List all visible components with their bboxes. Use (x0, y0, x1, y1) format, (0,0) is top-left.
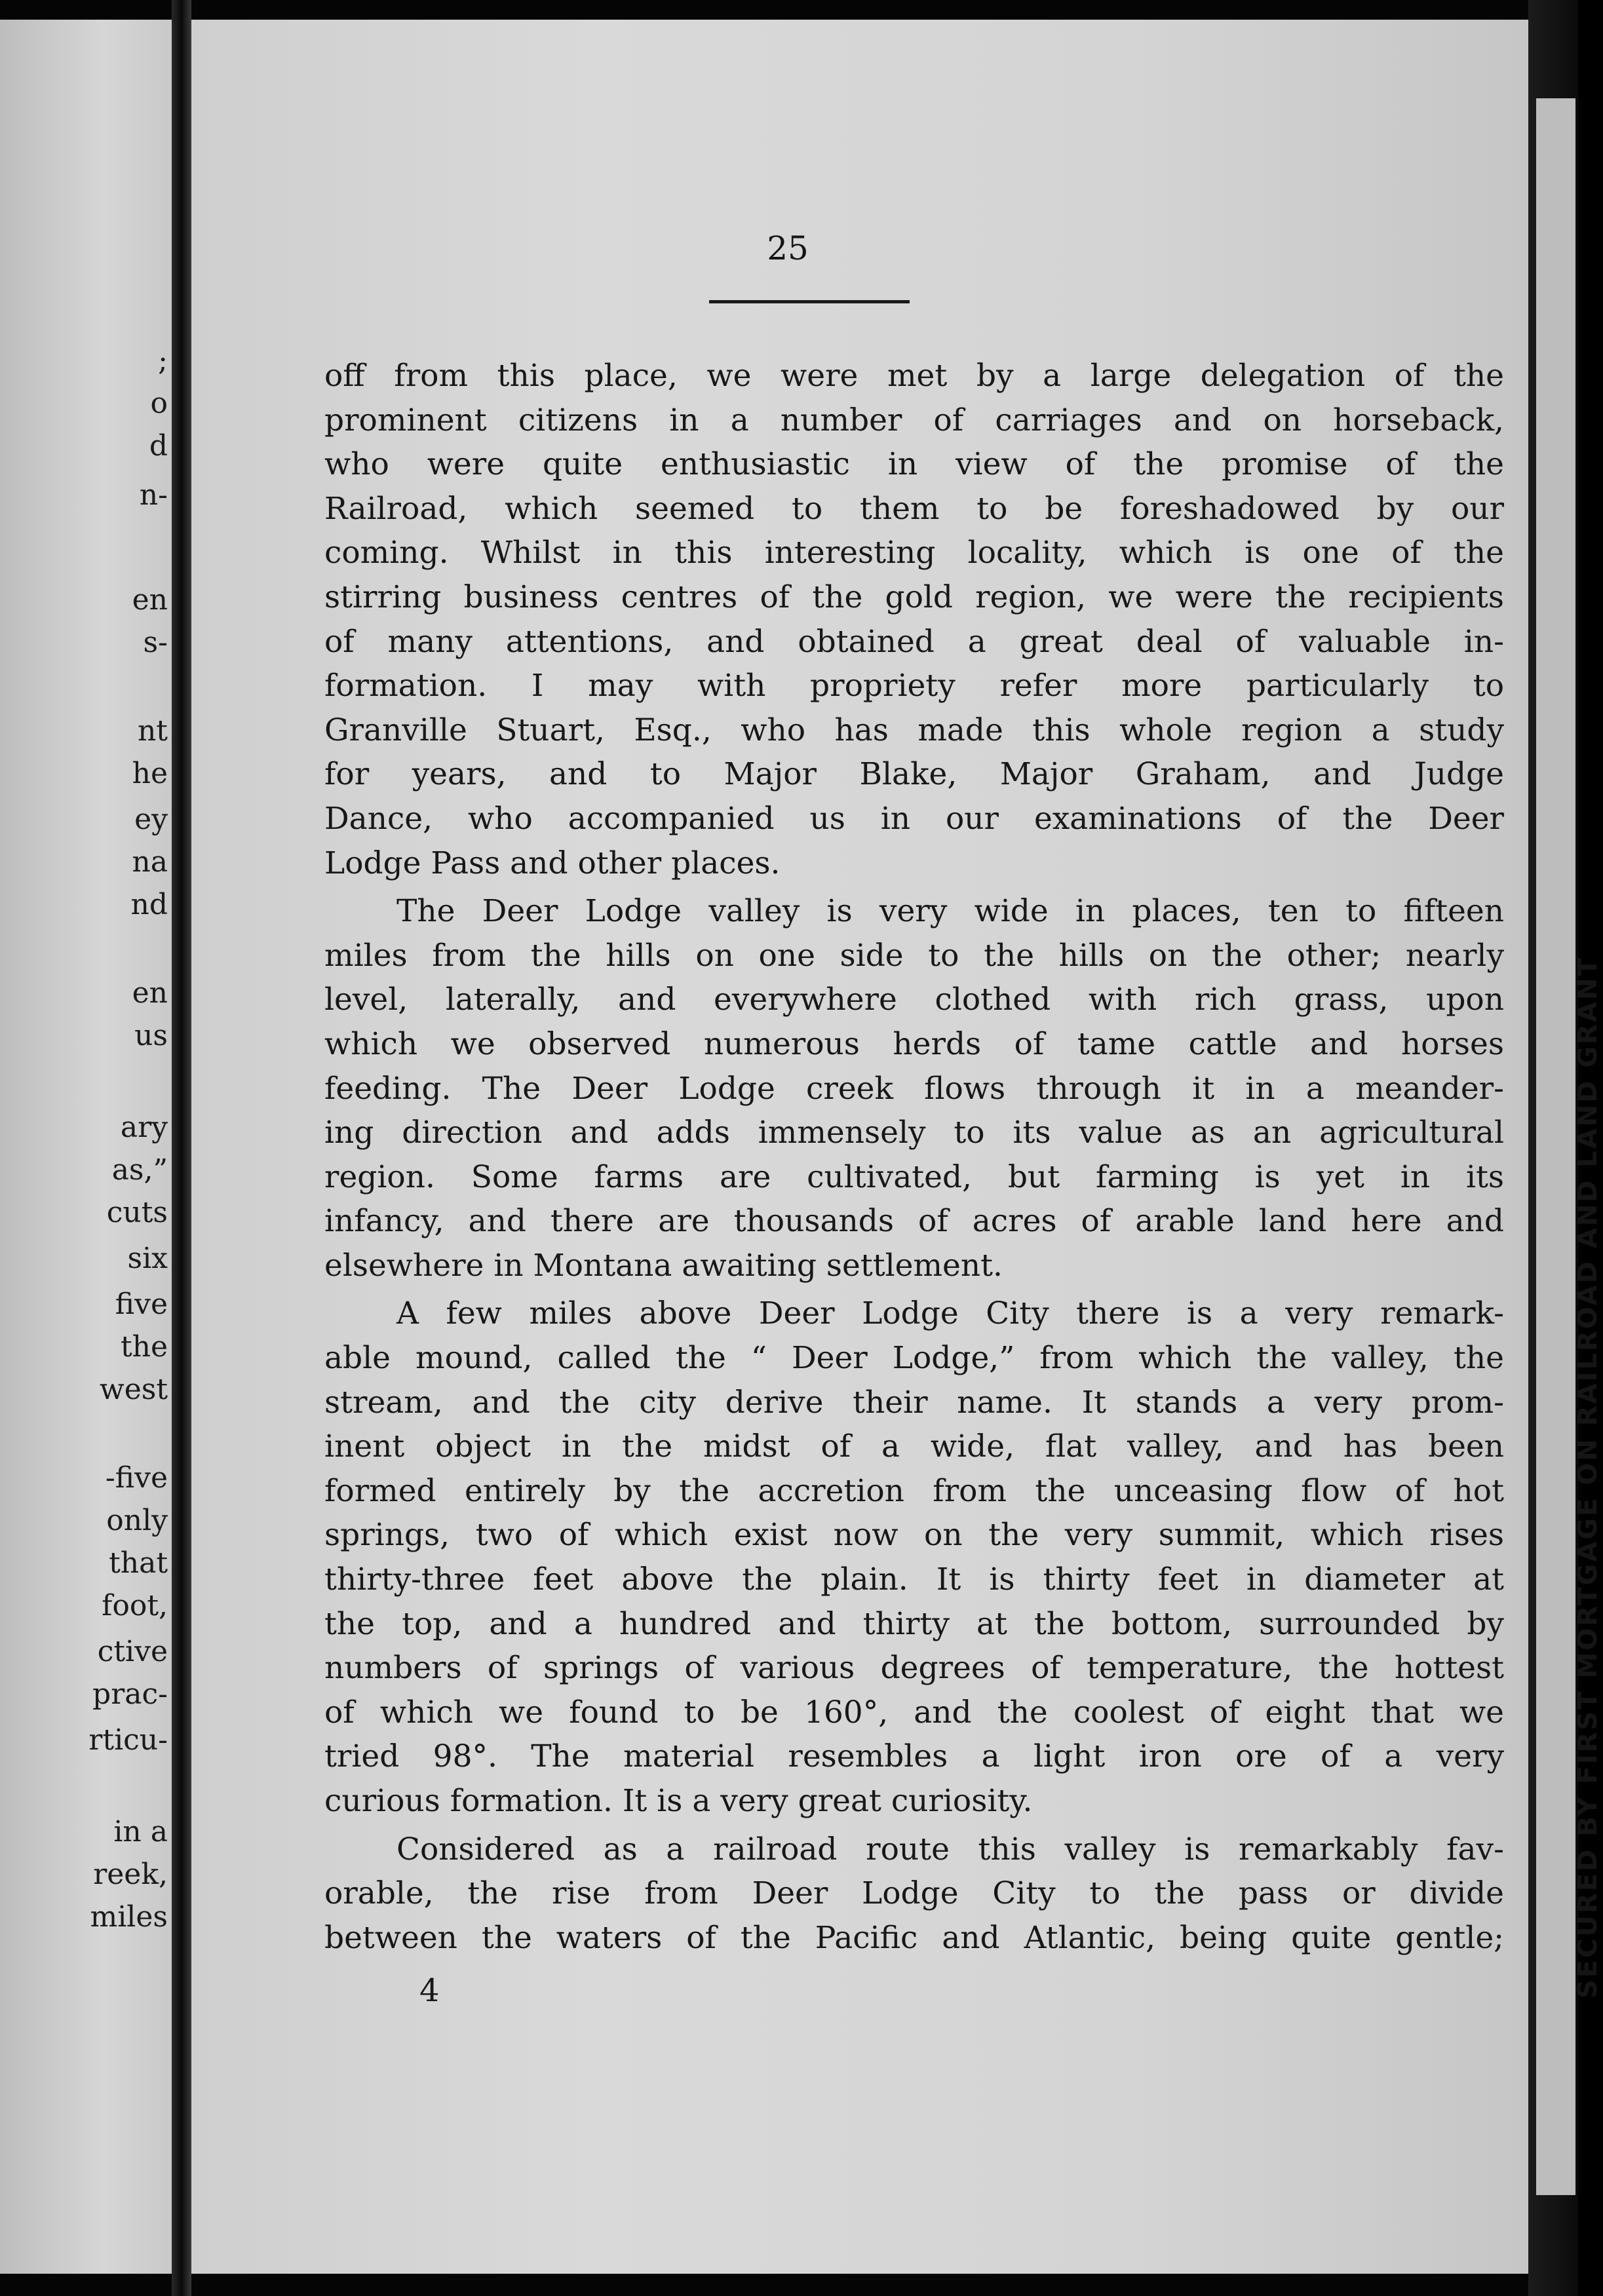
text-line: stream, and the city derive their name. It stands a very prom- (324, 1384, 1504, 1421)
left-page-fragment: reek, (93, 1858, 168, 1891)
text-line: between the waters of the Pacific and Atlantic, being quite gentle; (324, 1919, 1504, 1956)
left-page-fragment: en (132, 976, 168, 1010)
left-page-fragment: ey (134, 803, 168, 836)
text-line: A few miles above Deer Lodge City there is a very remark- (396, 1295, 1504, 1332)
text-line: numbers of springs of various degrees of temperature, the hottest (324, 1650, 1504, 1687)
text-line: curious formation. It is a very great curiosity. (324, 1783, 1033, 1819)
text-line: able mound, called the “ Deer Lodge,” from which the valley, the (324, 1340, 1504, 1377)
text-line: of many attentions, and obtained a great deal of valuable in- (324, 623, 1504, 660)
text-line: for years, and to Major Blake, Major Graham, and Judge (324, 756, 1504, 793)
text-line: inent object in the midst of a wide, flat valley, and has been (324, 1428, 1504, 1465)
left-page-fragment: ; (158, 344, 168, 377)
left-page-fragment: six (127, 1242, 168, 1275)
left-page-fragment: s- (143, 626, 168, 659)
text-line: Railroad, which seemed to them to be foreshadowed by our (324, 490, 1504, 527)
text-line: the top, and a hundred and thirty at the bottom, surrounded by (324, 1605, 1504, 1642)
text-line: thirty-three feet above the plain. It is thirty feet in diameter at (324, 1561, 1504, 1598)
book-gutter (172, 0, 191, 2296)
left-page-fragment: na (132, 845, 168, 879)
text-line: formation. I may with propriety refer more particularly to (324, 668, 1504, 704)
text-line: of which we found to be 160°, and the coolest of eight that we (324, 1694, 1504, 1731)
text-line: orable, the rise from Deer Lodge City to the pass or divide (324, 1875, 1504, 1912)
main-page (191, 20, 1528, 2274)
text-line: tried 98°. The material resembles a light iron ore of a very (324, 1738, 1504, 1775)
left-page-fragment: ary (120, 1111, 168, 1144)
text-line: which we observed numerous herds of tame cattle and horses (324, 1025, 1504, 1062)
left-page-fragment: cuts (106, 1196, 168, 1229)
left-page-fragment: foot, (102, 1589, 168, 1622)
side-strip-text: SECURED BY FIRST MORTGAGE ON RAILROAD AND LAND GRANT (1573, 956, 1603, 1999)
left-page-fragment: only (106, 1504, 168, 1537)
text-line: Considered as a railroad route this valley is remarkably fav- (396, 1831, 1504, 1867)
text-line: who were quite enthusiastic in view of the promise of the (324, 446, 1504, 483)
left-page-fragment: d (149, 429, 168, 463)
text-line: The Deer Lodge valley is very wide in places, ten to fifteen (396, 893, 1504, 930)
left-page-fragment: ctive (97, 1635, 168, 1668)
left-page-fragment: as,” (111, 1153, 168, 1187)
left-page-fragment: that (109, 1546, 168, 1580)
text-line: elsewhere in Montana awaiting settlement. (324, 1247, 1003, 1284)
text-line: infancy, and there are thousands of acres of arable land here and (324, 1203, 1504, 1240)
header-rule (709, 300, 910, 303)
left-page-edge (0, 20, 172, 2274)
text-line: region. Some farms are cultivated, but farming is yet in its (324, 1158, 1504, 1195)
left-page-fragment: -five (105, 1461, 168, 1495)
text-line: ing direction and adds immensely to its value as an agricultural (324, 1115, 1504, 1151)
text-line: prominent citizens in a number of carriages and on horseback, (324, 402, 1504, 438)
text-line: feeding. The Deer Lodge creek flows through it in a meander- (324, 1070, 1504, 1107)
left-page-fragment: nd (130, 888, 168, 921)
left-page-fragment: us (134, 1019, 168, 1052)
left-page-fragment: prac- (92, 1677, 168, 1711)
side-strip (1536, 98, 1603, 2195)
page-number: 25 (767, 229, 809, 267)
left-page-fragment: rticu- (88, 1723, 168, 1757)
left-page-fragment: en (132, 583, 168, 617)
text-line: stirring business centres of the gold region, we were the recipients (324, 579, 1504, 615)
text-line: formed entirely by the accretion from the unceasing flow of hot (324, 1472, 1504, 1509)
text-line: miles from the hills on one side to the hills on the other; nearly (324, 937, 1504, 974)
left-page-fragment: in a (113, 1815, 168, 1848)
body-text (324, 354, 1504, 1960)
left-page-fragment: the (120, 1330, 168, 1364)
text-line: coming. Whilst in this interesting locality, which is one of the (324, 535, 1504, 571)
text-line: level, laterally, and everywhere clothed with rich grass, upon (324, 982, 1504, 1018)
left-page-fragment: he (132, 757, 168, 790)
text-line: springs, two of which exist now on the very summit, which rises (324, 1517, 1504, 1554)
text-line: Dance, who accompanied us in our examinations of the Deer (324, 800, 1504, 837)
text-line: Granville Stuart, Esq., who has made this whole region a study (324, 712, 1504, 748)
signature-mark: 4 (419, 1972, 440, 2009)
left-page-fragment: n- (139, 478, 168, 512)
left-page-fragment: o (150, 387, 168, 420)
text-line: off from this place, we were met by a large delegation of the (324, 358, 1504, 394)
left-page-fragment: miles (90, 1900, 168, 1934)
left-page-fragment: west (100, 1373, 168, 1406)
left-page-fragment: nt (137, 714, 168, 748)
left-page-fragment: five (115, 1288, 168, 1321)
text-line: Lodge Pass and other places. (324, 845, 781, 881)
